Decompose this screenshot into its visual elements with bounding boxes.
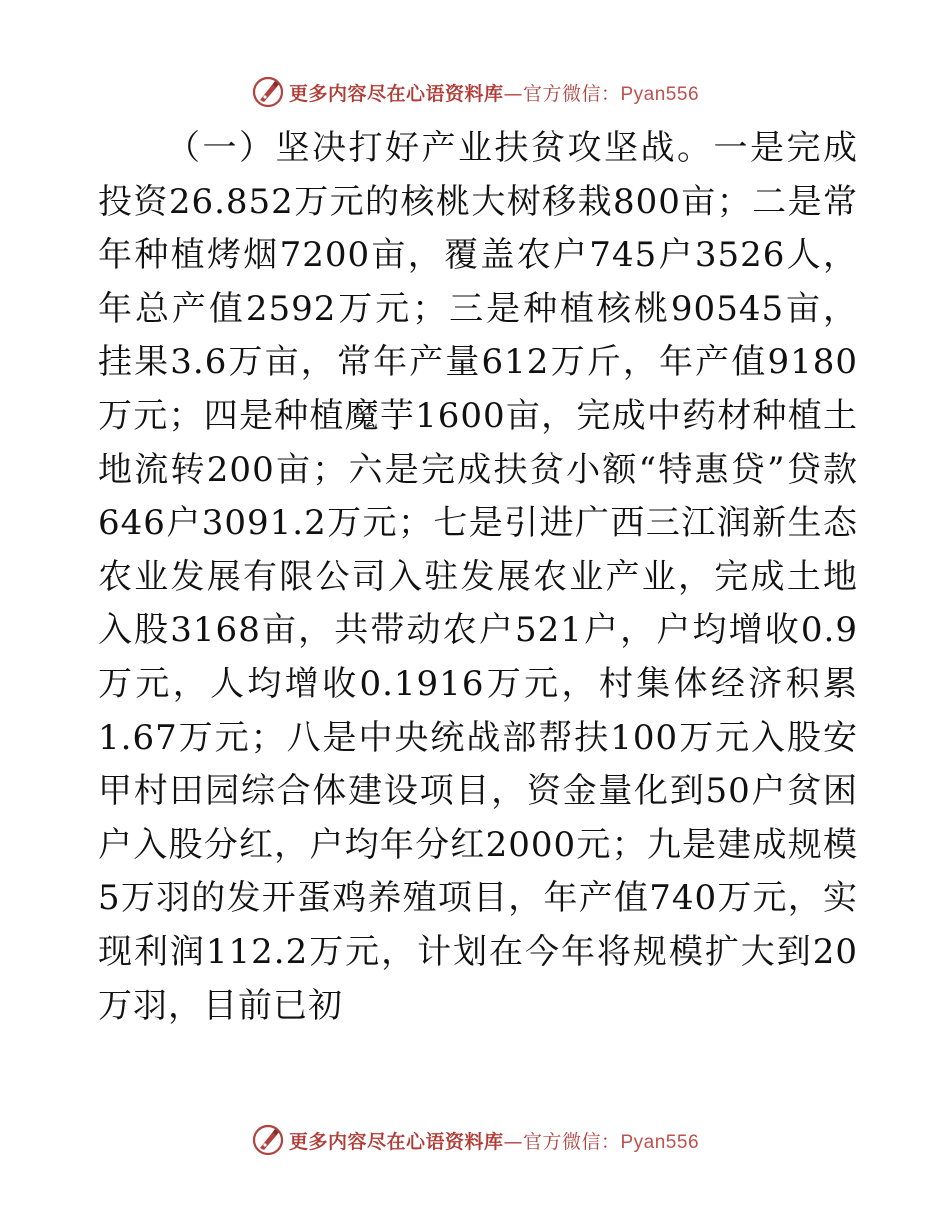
header-watermark-banner: [0, 72, 950, 112]
banner-brand: 更多内容尽在心语资料库: [288, 82, 504, 105]
banner-brand: 更多内容尽在心语资料库: [288, 1130, 504, 1153]
document-paragraph: （一）坚决打好产业扶贫攻坚战。一是完成投资26.852万元的核桃大树移栽800亩；二是常年种植烤烟7200亩，覆盖农户745户3526人，年总产值2592万元；三是种植核桃90545亩，挂果3.6万亩，常年产量612万斤，年产值9180万元；四是种植魔芋1600亩，完成中药材种植土地流转200亩；六是完成扶贫小额“特惠贷”贷款646户3091.2万元；七是引进广西三江润新生态农业发展有限公司入驻发展农业产业，完成土地入股3168亩，共带动农户521户，户均增收0.9万元，人均增收0.1916万元，村集体经济积累1.67万元；八是中央统战部帮扶100万元入股安甲村田园综合体建设项目，资金量化到50户贫困户入股分红，户均年分红2000元；九是建成规模5万羽的发开蛋鸡养殖项目，年产值740万元，实现利润112.2万元，计划在今年将规模扩大到20万羽，目前已初: [98, 128, 858, 1026]
banner-text: [289, 79, 699, 106]
banner-separator: —: [503, 82, 523, 105]
footer-watermark-banner: [0, 1120, 950, 1160]
banner-text: [289, 1127, 699, 1154]
pen-nib-seal-icon: [251, 1123, 285, 1157]
banner-wechat-label: 官方微信：: [522, 1130, 621, 1153]
banner-wechat-id: Pyan556: [620, 1131, 700, 1153]
banner-wechat-label: 官方微信：: [522, 82, 621, 105]
banner-separator: —: [503, 1130, 523, 1153]
pen-nib-seal-icon: [251, 75, 285, 109]
banner-wechat-id: Pyan556: [620, 83, 700, 105]
